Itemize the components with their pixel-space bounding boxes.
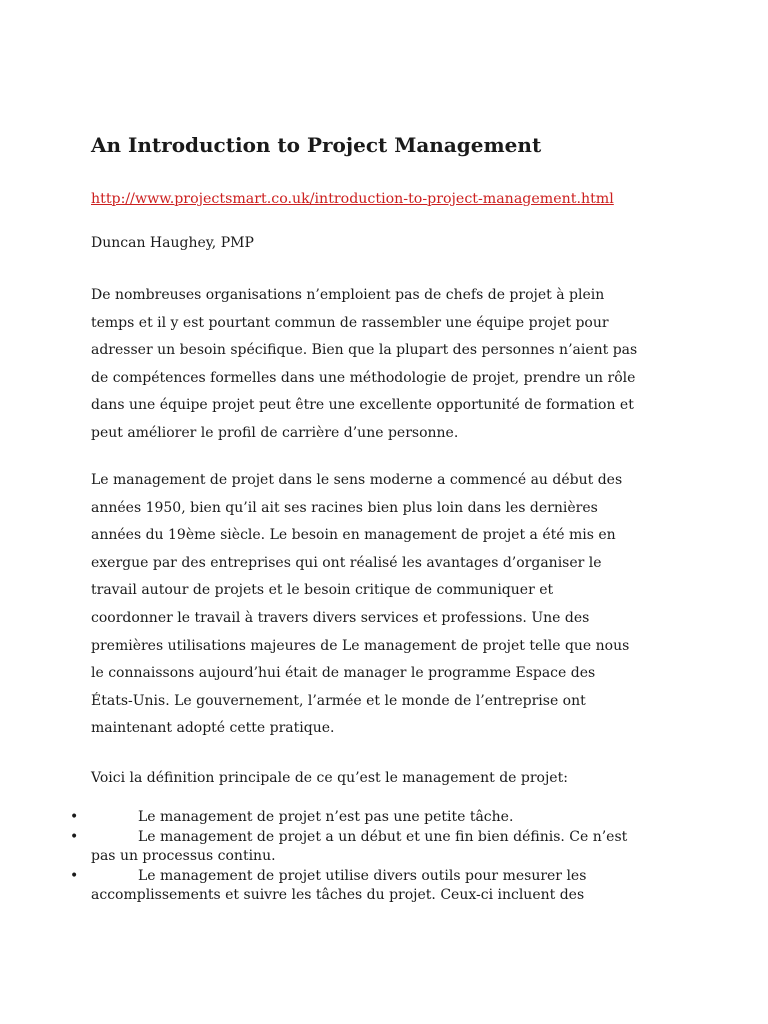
- list-item-line: Le management de projet a un début et une fin bien définis. Ce n’est: [138, 828, 628, 845]
- author-line: Duncan Haughey, PMP: [91, 235, 254, 251]
- paragraph-line: peut améliorer le profil de carrière d’une personne.: [91, 424, 459, 441]
- bullet-icon: •: [70, 809, 79, 825]
- list-item-line: pas un processus continu.: [91, 848, 276, 864]
- list-item-line: Le management de projet n’est pas une petite tâche.: [138, 809, 514, 825]
- document-title: An Introduction to Project Management: [91, 133, 542, 157]
- paragraph-line: premières utilisations majeures de Le management de projet telle que nous: [91, 637, 630, 654]
- paragraph-line: de compétences formelles dans une méthodologie de projet, prendre un rôle: [91, 369, 636, 386]
- paragraph-line: Le management de projet dans le sens moderne a commencé au début des: [91, 472, 623, 488]
- paragraph-line: années du 19ème siècle. Le besoin en management de projet a été mis en: [91, 527, 616, 544]
- definition-intro: Voici la définition principale de ce qu’est le management de projet:: [91, 770, 568, 786]
- source-link[interactable]: http://www.projectsmart.co.uk/introduction-to-project-management.html: [91, 191, 614, 207]
- bullet-icon: •: [70, 867, 79, 884]
- paragraph-history: [91, 467, 691, 743]
- bullet-icon: •: [70, 828, 79, 845]
- list-item: [0, 867, 768, 906]
- paragraph-line: États-Unis. Le gouvernement, l’armée et le monde de l’entreprise ont: [91, 692, 586, 709]
- paragraph-line: dans une équipe projet peut être une excellente opportunité de formation et: [91, 397, 634, 414]
- paragraph-line: maintenant adopté cette pratique.: [91, 720, 335, 737]
- paragraph-line: De nombreuses organisations n’emploient pas de chefs de projet à plein: [91, 287, 605, 303]
- paragraph-line: le connaissons aujourd’hui était de manager le programme Espace des: [91, 665, 596, 682]
- paragraph-line: adresser un besoin spécifique. Bien que la plupart des personnes n’aient pas: [91, 342, 638, 359]
- paragraph-line: temps et il y est pourtant commun de rassembler une équipe projet pour: [91, 314, 609, 331]
- paragraph-line: travail autour de projets et le besoin critique de communiquer et: [91, 582, 554, 599]
- list-item: [0, 828, 768, 867]
- list-item-line: accomplissements et suivre les tâches du projet. Ceux-ci incluent des: [91, 887, 585, 903]
- definition-list: [0, 808, 768, 906]
- list-item-line: Le management de projet utilise divers outils pour mesurer les: [138, 867, 587, 884]
- list-item: [0, 808, 768, 828]
- paragraph-line: exergue par des entreprises qui ont réalisé les avantages d’organiser le: [91, 554, 602, 571]
- paragraph-line: coordonner le travail à travers divers services et professions. Une des: [91, 609, 590, 626]
- paragraph-line: années 1950, bien qu’il ait ses racines bien plus loin dans les dernières: [91, 499, 598, 516]
- paragraph-intro: [91, 282, 691, 448]
